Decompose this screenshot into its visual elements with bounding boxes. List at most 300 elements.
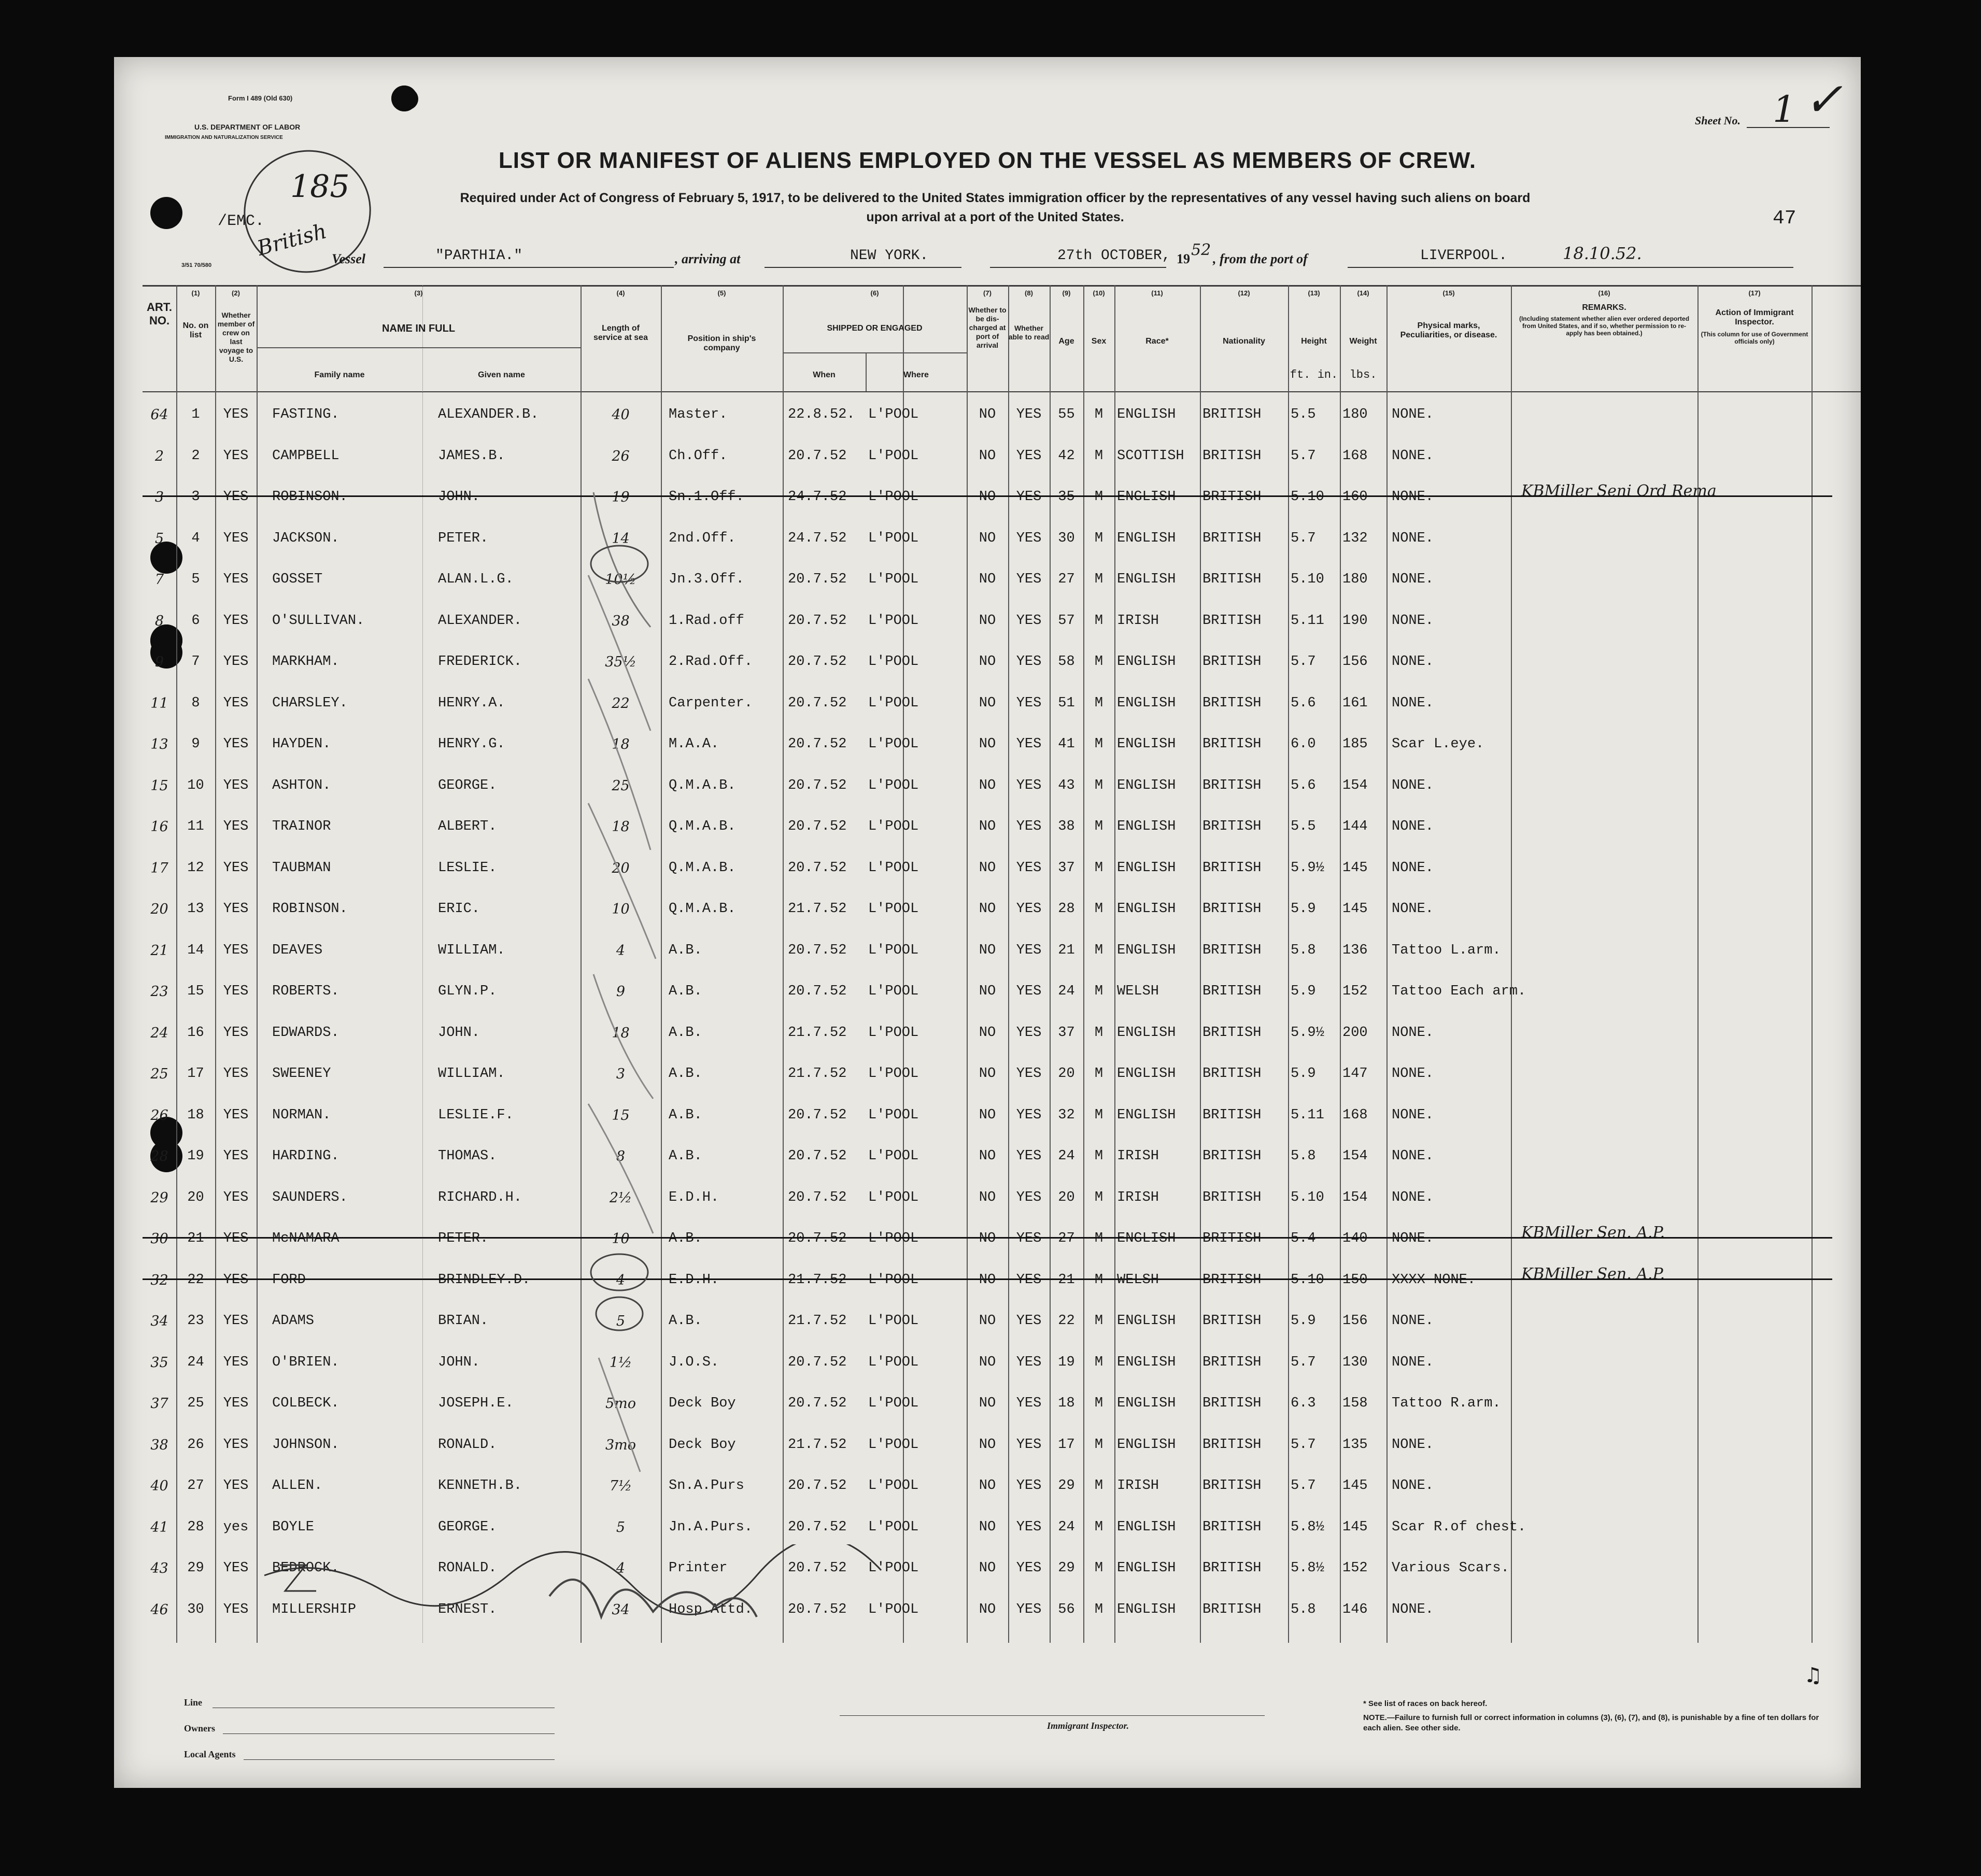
cell-race: IRISH — [1117, 1478, 1159, 1494]
cell-where: L'POOL — [868, 1189, 919, 1205]
cell-height: 5.4 — [1291, 1231, 1316, 1246]
cell-family: SWEENEY — [272, 1066, 331, 1082]
cell-marks: NONE. — [1392, 1107, 1434, 1123]
cell-sex: M — [1094, 1519, 1103, 1535]
cell-length: 22 — [612, 695, 630, 712]
cell-position: A.B. — [669, 1313, 702, 1329]
cell-race: IRISH — [1117, 613, 1159, 629]
cell-age: 55 — [1058, 407, 1075, 422]
cell-age: 28 — [1058, 901, 1075, 917]
cell-no: 10 — [187, 777, 204, 793]
pencil-slash — [588, 575, 650, 731]
cell-length: 1½ — [609, 1354, 632, 1371]
cell-no: 19 — [187, 1148, 204, 1164]
cell-age: 37 — [1058, 860, 1075, 876]
cell-given: GEORGE. — [438, 777, 497, 793]
cell-prev: YES — [223, 1313, 249, 1329]
cell-art: 2 — [154, 448, 164, 464]
cell-no: 5 — [191, 572, 200, 587]
head-art-no: ART. NO. — [147, 301, 172, 327]
pencil-circle — [591, 1254, 648, 1290]
cell-prev: YES — [223, 613, 249, 629]
cell-nat: BRITISH — [1202, 1519, 1262, 1535]
cell-family: ALLEN. — [272, 1478, 323, 1494]
cell-nat: BRITISH — [1202, 1148, 1262, 1164]
cell-height: 5.8 — [1291, 942, 1316, 958]
cell-art: 28 — [150, 1148, 168, 1164]
cell-disch: NO — [979, 1601, 996, 1617]
cell-weight: 146 — [1342, 1601, 1368, 1617]
cell-read: YES — [1016, 984, 1042, 999]
cell-where: L'POOL — [868, 613, 919, 629]
cell-age: 42 — [1058, 448, 1075, 464]
cell-where: L'POOL — [868, 777, 919, 793]
cell-height: 5.9 — [1291, 1313, 1316, 1329]
cell-no: 25 — [187, 1396, 204, 1411]
cell-race: ENGLISH — [1117, 901, 1176, 917]
cell-weight: 145 — [1342, 1478, 1368, 1494]
cell-when: 20.7.52 — [788, 777, 847, 793]
cell-position: Jn.3.Off. — [669, 572, 744, 587]
cell-weight: 147 — [1342, 1066, 1368, 1082]
punch-hole — [394, 88, 415, 109]
cell-sex: M — [1094, 942, 1103, 958]
cell-remarks: KBMiller Seni Ord Rema — [1521, 482, 1717, 500]
cell-given: ALBERT. — [438, 819, 497, 834]
cell-height: 5.7 — [1291, 530, 1316, 546]
cell-sex: M — [1094, 530, 1103, 546]
cell-sex: M — [1094, 1148, 1103, 1164]
cell-when: 20.7.52 — [788, 984, 847, 999]
cell-height: 5.5 — [1291, 819, 1316, 834]
col-num-16: (16) — [1598, 289, 1610, 297]
col-num-9: (9) — [1062, 289, 1071, 297]
cell-no: 18 — [187, 1107, 204, 1123]
cell-marks: Tattoo Each arm. — [1392, 984, 1526, 999]
arriving-label: , arriving at — [675, 251, 741, 266]
owners-label: Owners — [184, 1723, 215, 1733]
cell-marks: NONE. — [1392, 1189, 1434, 1205]
cell-nat: BRITISH — [1202, 777, 1262, 793]
cell-race: IRISH — [1117, 1148, 1159, 1164]
cell-race: ENGLISH — [1117, 736, 1176, 752]
cell-sex: M — [1094, 819, 1103, 834]
cell-weight: 156 — [1342, 1313, 1368, 1329]
cell-sex: M — [1094, 1601, 1103, 1617]
cell-age: 27 — [1058, 572, 1075, 587]
cell-prev: YES — [223, 695, 249, 711]
departure-date: 18.10.52. — [1563, 244, 1642, 263]
cell-marks: NONE. — [1392, 901, 1434, 917]
cell-race: ENGLISH — [1117, 1066, 1176, 1082]
cell-weight: 154 — [1342, 777, 1368, 793]
cell-length: 4 — [616, 1560, 626, 1576]
cell-race: IRISH — [1117, 1189, 1159, 1205]
cell-prev: YES — [223, 448, 249, 464]
cell-disch: NO — [979, 736, 996, 752]
cell-family: CHARSLEY. — [272, 695, 348, 711]
cell-disch: NO — [979, 1478, 996, 1494]
cell-when: 24.7.52 — [788, 489, 847, 505]
from-label: , from the port of — [1213, 251, 1308, 266]
cell-disch: NO — [979, 1107, 996, 1123]
corner-scribble: ♫ — [1804, 1664, 1822, 1687]
cell-read: YES — [1016, 1437, 1042, 1453]
cell-art: 24 — [150, 1025, 168, 1041]
head-remarks-note: (Including statement whether alien ever ordered deported from United States, and if so, whether permission to re-apply has been obtained.) — [1519, 315, 1690, 337]
signature — [259, 1544, 985, 1658]
cell-marks: XXXX NONE. — [1392, 1272, 1476, 1288]
cell-nat: BRITISH — [1202, 530, 1262, 546]
cell-height: 5.11 — [1291, 613, 1324, 629]
cell-age: 22 — [1058, 1313, 1075, 1329]
cell-no: 15 — [187, 984, 204, 999]
cell-length: 3mo — [605, 1437, 636, 1453]
cell-race: ENGLISH — [1117, 777, 1176, 793]
cell-where: L'POOL — [868, 1354, 919, 1370]
col-num-6: (6) — [870, 289, 879, 297]
cell-length: 5mo — [605, 1396, 636, 1412]
cell-given: KENNETH.B. — [438, 1478, 522, 1494]
cell-position: Sn.A.Purs — [669, 1478, 744, 1494]
cell-read: YES — [1016, 1066, 1042, 1082]
cell-remarks: KBMiller Sen. A.P. — [1521, 1264, 1665, 1283]
cell-marks: Tattoo R.arm. — [1392, 1396, 1501, 1411]
cell-weight: 154 — [1342, 1189, 1368, 1205]
head-discharged: Whether to be dis-charged at port of arrival — [968, 306, 1007, 349]
cell-where: L'POOL — [868, 1107, 919, 1123]
cell-length: 35½ — [605, 654, 636, 670]
cell-height: 5.11 — [1291, 1107, 1324, 1123]
cell-marks: NONE. — [1392, 613, 1434, 629]
cell-age: 29 — [1058, 1560, 1075, 1576]
cell-prev: YES — [223, 1396, 249, 1411]
cell-prev: YES — [223, 1272, 249, 1288]
cell-read: YES — [1016, 1560, 1042, 1576]
cell-length: 10½ — [605, 572, 636, 588]
cell-given: LESLIE. — [438, 860, 497, 876]
inspector-line — [840, 1715, 1265, 1716]
cell-given: FREDERICK. — [438, 654, 522, 670]
cell-position: Master. — [669, 407, 728, 422]
col-num-8: (8) — [1025, 289, 1033, 297]
cell-nat: BRITISH — [1202, 1478, 1262, 1494]
manifest-sheet — [114, 57, 1861, 1788]
cell-nat: BRITISH — [1202, 1396, 1262, 1411]
cell-race: ENGLISH — [1117, 695, 1176, 711]
cell-family: JOHNSON. — [272, 1437, 339, 1453]
cell-where: L'POOL — [868, 448, 919, 464]
cell-position: Q.M.A.B. — [669, 901, 736, 917]
subtitle-2: upon arrival at a port of the United States. — [866, 210, 1124, 224]
cell-prev: YES — [223, 489, 249, 505]
cell-no: 28 — [187, 1519, 204, 1535]
cell-length: 7½ — [609, 1478, 632, 1494]
cell-read: YES — [1016, 489, 1042, 505]
cell-family: O'BRIEN. — [272, 1354, 339, 1370]
cell-read: YES — [1016, 1478, 1042, 1494]
service: IMMIGRATION AND NATURALIZATION SERVICE — [165, 135, 283, 140]
cell-art: 8 — [154, 613, 164, 629]
cell-prev: YES — [223, 777, 249, 793]
cell-position: M.A.A. — [669, 736, 719, 752]
cell-height: 5.8 — [1291, 1148, 1316, 1164]
cell-no: 11 — [187, 819, 204, 834]
emc-label: /EMC. — [218, 212, 265, 230]
department: U.S. DEPARTMENT OF LABOR — [194, 123, 301, 131]
cell-nat: BRITISH — [1202, 736, 1262, 752]
cell-prev: YES — [223, 1437, 249, 1453]
cell-race: ENGLISH — [1117, 654, 1176, 670]
cell-weight: 168 — [1342, 448, 1368, 464]
cell-read: YES — [1016, 1519, 1042, 1535]
cell-when: 20.7.52 — [788, 1519, 847, 1535]
owners-field — [223, 1733, 555, 1734]
cell-marks: NONE. — [1392, 777, 1434, 793]
cell-height: 5.6 — [1291, 695, 1316, 711]
cell-when: 20.7.52 — [788, 942, 847, 958]
cell-height: 5.10 — [1291, 572, 1324, 587]
cell-family: MARKHAM. — [272, 654, 339, 670]
cell-sex: M — [1094, 1478, 1103, 1494]
cell-where: L'POOL — [868, 1560, 919, 1576]
cell-art: 25 — [150, 1066, 168, 1082]
cell-disch: NO — [979, 1437, 996, 1453]
cell-art: 16 — [150, 819, 168, 835]
cell-sex: M — [1094, 654, 1103, 670]
cell-weight: 168 — [1342, 1107, 1368, 1123]
cell-height: 5.8 — [1291, 1601, 1316, 1617]
cell-race: ENGLISH — [1117, 572, 1176, 587]
year: 52 — [1191, 241, 1211, 259]
cell-race: ENGLISH — [1117, 942, 1176, 958]
cell-age: 30 — [1058, 530, 1075, 546]
cell-height: 5.7 — [1291, 448, 1316, 464]
cell-no: 22 — [187, 1272, 204, 1288]
cell-read: YES — [1016, 654, 1042, 670]
cell-age: 38 — [1058, 819, 1075, 834]
cell-age: 20 — [1058, 1066, 1075, 1082]
col-num-7: (7) — [983, 289, 992, 297]
cell-art: 64 — [150, 407, 168, 423]
stamp-number: 185 — [290, 168, 350, 205]
form-number: Form I 489 (Old 630) — [228, 94, 293, 102]
cell-marks: NONE. — [1392, 860, 1434, 876]
cell-sex: M — [1094, 1396, 1103, 1411]
cell-marks: NONE. — [1392, 1601, 1434, 1617]
cell-read: YES — [1016, 1313, 1042, 1329]
cell-prev: YES — [223, 1231, 249, 1246]
cell-length: 25 — [612, 777, 630, 794]
cell-family: DEAVES — [272, 942, 323, 958]
cell-length: 14 — [612, 530, 630, 547]
cell-position: Q.M.A.B. — [669, 819, 736, 834]
cell-prev: YES — [223, 984, 249, 999]
cell-no: 29 — [187, 1560, 204, 1576]
cell-read: YES — [1016, 407, 1042, 422]
col-num-13: (13) — [1308, 289, 1320, 297]
cell-race: ENGLISH — [1117, 489, 1176, 505]
cell-position: A.B. — [669, 1231, 702, 1246]
head-weight-units: lbs. — [1349, 368, 1377, 381]
vessel-line — [384, 267, 674, 268]
cell-when: 20.7.52 — [788, 736, 847, 752]
cell-no: 4 — [191, 530, 200, 546]
cell-art: 35 — [150, 1354, 168, 1371]
cell-given: ERIC. — [438, 901, 480, 917]
cell-length: 19 — [612, 489, 630, 505]
agents-field — [244, 1759, 555, 1760]
cell-position: A.B. — [669, 1148, 702, 1164]
cell-sex: M — [1094, 1437, 1103, 1453]
cell-length: 40 — [612, 407, 630, 423]
cell-disch: NO — [979, 489, 996, 505]
cell-weight: 145 — [1342, 1519, 1368, 1535]
cell-disch: NO — [979, 654, 996, 670]
cell-nat: BRITISH — [1202, 1313, 1262, 1329]
cell-read: YES — [1016, 1189, 1042, 1205]
agents-label: Local Agents — [184, 1749, 236, 1759]
head-nationality: Nationality — [1223, 337, 1265, 346]
head-able-read: Whether able to read — [1008, 324, 1050, 341]
cell-height: 5.7 — [1291, 1478, 1316, 1494]
cell-length: 2½ — [609, 1189, 632, 1206]
cell-height: 5.9 — [1291, 1066, 1316, 1082]
cell-when: 22.8.52. — [788, 407, 855, 422]
cell-family: McNAMARA — [272, 1231, 339, 1246]
races-note: * See list of races on back hereof. — [1363, 1699, 1488, 1708]
form-code: 3/51 70/580 — [181, 262, 212, 268]
cell-marks: Scar L.eye. — [1392, 736, 1484, 752]
cell-marks: NONE. — [1392, 819, 1434, 834]
cell-prev: YES — [223, 1066, 249, 1082]
cell-prev: YES — [223, 901, 249, 917]
cell-disch: NO — [979, 984, 996, 999]
cell-given: ALEXANDER.B. — [438, 407, 539, 422]
line-label: Line — [184, 1697, 203, 1708]
cell-where: L'POOL — [868, 1272, 919, 1288]
page-title: LIST OR MANIFEST OF ALIENS EMPLOYED ON THE VESSEL AS MEMBERS OF CREW. — [498, 148, 1477, 173]
cell-when: 20.7.52 — [788, 1478, 847, 1494]
cell-height: 5.9½ — [1291, 1025, 1324, 1041]
cell-no: 12 — [187, 860, 204, 876]
cell-read: YES — [1016, 448, 1042, 464]
vessel-name: "PARTHIA." — [435, 248, 523, 264]
date-line — [990, 267, 1166, 268]
cell-disch: NO — [979, 777, 996, 793]
cell-where: L'POOL — [868, 984, 919, 999]
head-where: Where — [903, 371, 929, 379]
cell-family: HAYDEN. — [272, 736, 331, 752]
cell-position: Jn.A.Purs. — [669, 1519, 753, 1535]
cell-position: A.B. — [669, 984, 702, 999]
cell-given: GLYN.P. — [438, 984, 497, 999]
sheet-label: Sheet No. — [1695, 114, 1741, 127]
head-action: Action of Immigrant Inspector. — [1715, 308, 1794, 326]
cell-nat: BRITISH — [1202, 407, 1262, 422]
head-action-note: (This column for use of Government officials only) — [1701, 331, 1808, 345]
cell-read: YES — [1016, 695, 1042, 711]
cell-marks: NONE. — [1392, 530, 1434, 546]
pencil-slash — [588, 803, 656, 959]
cell-given: RONALD. — [438, 1437, 497, 1453]
cell-sex: M — [1094, 407, 1103, 422]
cell-no: 16 — [187, 1025, 204, 1041]
cell-height: 5.5 — [1291, 407, 1316, 422]
cell-sex: M — [1094, 1231, 1103, 1246]
cell-race: WELSH — [1117, 984, 1159, 999]
head-remarks: REMARKS. — [1582, 303, 1626, 312]
cell-prev: YES — [223, 942, 249, 958]
cell-race: ENGLISH — [1117, 1519, 1176, 1535]
cell-position: J.O.S. — [669, 1354, 719, 1370]
cell-position: Ch.Off. — [669, 448, 728, 464]
cell-given: BRINDLEY.D. — [438, 1272, 531, 1288]
cell-sex: M — [1094, 1354, 1103, 1370]
cell-prev: yes — [223, 1519, 249, 1535]
cell-no: 24 — [187, 1354, 204, 1370]
col-num-15: (15) — [1442, 289, 1455, 297]
cell-given: RONALD. — [438, 1560, 497, 1576]
cell-race: ENGLISH — [1117, 1437, 1176, 1453]
cell-marks: NONE. — [1392, 489, 1434, 505]
cell-given: PETER. — [438, 530, 489, 546]
cell-disch: NO — [979, 901, 996, 917]
cell-art: 11 — [150, 695, 168, 712]
cell-sex: M — [1094, 1272, 1103, 1288]
cell-given: THOMAS. — [438, 1148, 497, 1164]
cell-prev: YES — [223, 1025, 249, 1041]
cell-length: 8 — [616, 1148, 626, 1164]
cell-art: 29 — [150, 1189, 168, 1206]
cell-race: ENGLISH — [1117, 1107, 1176, 1123]
cell-where: L'POOL — [868, 1231, 919, 1246]
cell-marks: NONE. — [1392, 1478, 1434, 1494]
cell-age: 51 — [1058, 695, 1075, 711]
cell-marks: NONE. — [1392, 695, 1434, 711]
cell-when: 20.7.52 — [788, 1396, 847, 1411]
cell-art: 20 — [150, 901, 168, 917]
head-when: When — [813, 371, 836, 379]
cell-position: E.D.H. — [669, 1189, 719, 1205]
cell-no: 3 — [191, 489, 200, 505]
cell-age: 18 — [1058, 1396, 1075, 1411]
cell-weight: 180 — [1342, 572, 1368, 587]
cell-position: 1.Rad.off — [669, 613, 744, 629]
col-num-2: (2) — [232, 289, 240, 297]
cell-prev: YES — [223, 407, 249, 422]
cell-when: 20.7.52 — [788, 654, 847, 670]
cell-no: 13 — [187, 901, 204, 917]
cell-no: 1 — [191, 407, 200, 422]
cell-sex: M — [1094, 448, 1103, 464]
cell-art: 23 — [150, 984, 168, 1000]
cell-where: L'POOL — [868, 1601, 919, 1617]
cell-race: ENGLISH — [1117, 1231, 1176, 1246]
cell-disch: NO — [979, 1231, 996, 1246]
cell-marks: NONE. — [1392, 407, 1434, 422]
cell-length: 34 — [612, 1601, 630, 1618]
cell-read: YES — [1016, 1354, 1042, 1370]
cell-race: ENGLISH — [1117, 1354, 1176, 1370]
cell-position: 2nd.Off. — [669, 530, 736, 546]
cell-family: ROBERTS. — [272, 984, 339, 999]
cell-nat: BRITISH — [1202, 1231, 1262, 1246]
cell-disch: NO — [979, 695, 996, 711]
cell-disch: NO — [979, 942, 996, 958]
cell-read: YES — [1016, 572, 1042, 587]
cell-sex: M — [1094, 1066, 1103, 1082]
